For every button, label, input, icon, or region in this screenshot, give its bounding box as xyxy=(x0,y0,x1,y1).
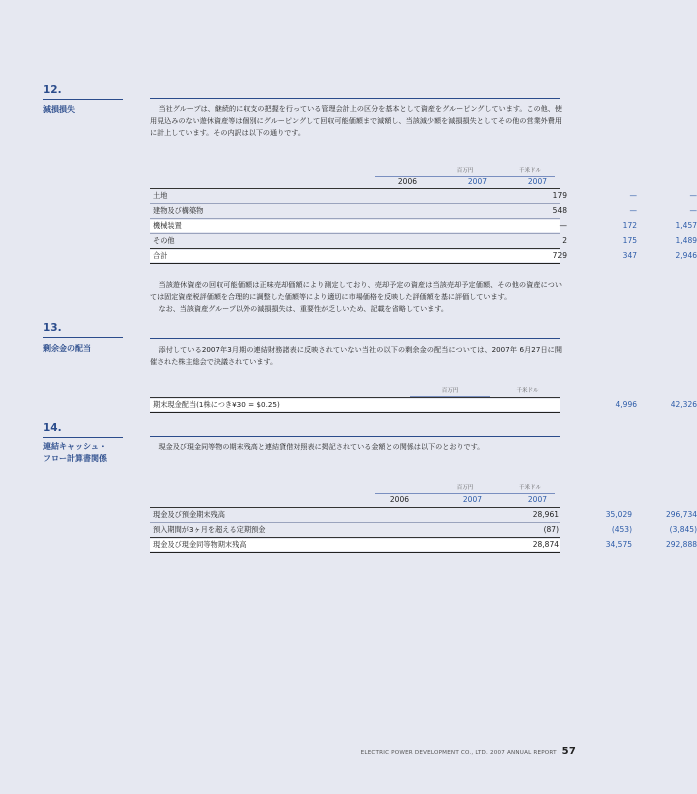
row-label: その他 xyxy=(153,236,175,245)
row-value-2007: 4,996 xyxy=(615,400,637,409)
section-12-table-bottom-rule xyxy=(150,263,560,264)
section-13-unit-jpy: 百万円 xyxy=(410,386,490,397)
section-12-note-1: 当該遊休資産の回収可能価額は正味売却価額により測定しており、売却予定の資産は当該売却予定価額、その他の資産については固定資産税評価額を合理的に調整した価額等により適切に市場価格を反映した評価額を基に評価しています。 xyxy=(150,280,562,301)
section-13-body: 添付している2007年3月期の連結財務諸表に反映されていない当社の以下の剰余金の配当については、2007年 6月27日に開催された株主総会で決議されています。 xyxy=(150,345,562,366)
row-value-2007: (453) xyxy=(611,525,632,534)
section-14-body: 現金及び現金同等物の期末残高と連結貸借対照表に掲記されている金額との関係は以下のとおりです。 xyxy=(158,442,485,451)
section-14-number: 14. xyxy=(43,422,123,438)
section-13-title: 剰余金の配当 xyxy=(43,344,91,353)
row-value-2006: 28,874 xyxy=(532,540,559,549)
section-13-number: 13. xyxy=(43,322,123,338)
section-14-year-2007-usd: 2007 xyxy=(527,495,547,504)
row-value-2007: 34,575 xyxy=(605,540,632,549)
row-value-usd: 292,888 xyxy=(665,540,697,549)
row-value-2006: 2 xyxy=(562,236,567,245)
row-value-usd: — xyxy=(689,191,697,200)
section-14-table-top-rule xyxy=(150,507,560,508)
row-value-usd: — xyxy=(689,206,697,215)
row-value-2006: (87) xyxy=(543,525,559,534)
row-value-2006: — xyxy=(559,221,567,230)
section-14-year-2006: 2006 xyxy=(389,495,409,504)
row-value-usd: 1,489 xyxy=(675,236,697,245)
section-14-title xyxy=(43,441,133,465)
row-divider xyxy=(150,233,560,234)
row-value-2007: 347 xyxy=(622,251,637,260)
table-row xyxy=(150,235,697,247)
section-13-table-top-rule xyxy=(150,397,560,398)
page-number: 57 xyxy=(561,746,576,757)
row-value-2007: 175 xyxy=(622,236,637,245)
section-12-note xyxy=(150,279,562,315)
table-row xyxy=(150,524,697,536)
row-value-2007: — xyxy=(629,206,637,215)
table-row xyxy=(150,399,697,411)
page-footer xyxy=(361,746,576,757)
table-row-total xyxy=(150,250,697,262)
section-12-number: 12. xyxy=(43,84,123,100)
section-14-title-line-2: フロー計算書関係 xyxy=(43,454,107,463)
row-divider xyxy=(150,248,560,249)
table-row-total xyxy=(150,539,697,551)
section-12-year-2007-usd: 2007 xyxy=(527,177,547,186)
section-12-unit-jpy: 百万円 xyxy=(375,166,555,177)
row-value-usd: 296,734 xyxy=(665,510,697,519)
row-value-2007: — xyxy=(629,191,637,200)
row-divider xyxy=(150,218,560,219)
row-value-2007: 172 xyxy=(622,221,637,230)
section-12-rule xyxy=(150,98,560,99)
table-row xyxy=(150,220,697,232)
section-13-table-bottom-rule xyxy=(150,412,560,413)
row-value-usd: 1,457 xyxy=(675,221,697,230)
table-row xyxy=(150,509,697,521)
row-value-usd: 2,946 xyxy=(675,251,697,260)
row-value-2007: 35,029 xyxy=(605,510,632,519)
row-label: 現金及び現金同等物期末残高 xyxy=(153,540,247,549)
section-12-year-2006: 2006 xyxy=(397,177,417,186)
row-value-2006: 179 xyxy=(552,191,567,200)
table-row xyxy=(150,205,697,217)
row-value-2006: 729 xyxy=(552,251,567,260)
footer-report: 2007 ANNUAL REPORT xyxy=(489,750,557,756)
section-12-note-2: なお、当該資産グループ以外の減損損失は、重要性が乏しいため、記載を省略しています。 xyxy=(158,304,448,313)
section-12-unit-usd: 千米ドル xyxy=(518,168,541,174)
row-label: 建物及び構築物 xyxy=(153,206,204,215)
row-label: 預入期間が3ヶ月を超える定期預金 xyxy=(153,525,266,534)
section-12-title: 減損損失 xyxy=(43,105,75,114)
section-12-year-2007: 2007 xyxy=(467,177,487,186)
section-12-table-top-rule xyxy=(150,188,560,189)
row-value-usd: 42,326 xyxy=(670,400,697,409)
section-14-table-bottom-rule xyxy=(150,552,560,553)
row-divider xyxy=(150,203,560,204)
section-14-unit-usd: 千米ドル xyxy=(518,485,541,491)
section-14-title-line-1: 連結キャッシュ・ xyxy=(43,442,107,451)
row-value-usd: (3,845) xyxy=(669,525,697,534)
section-14-year-2007: 2007 xyxy=(462,495,482,504)
row-label: 合計 xyxy=(153,251,168,260)
row-label: 機械装置 xyxy=(153,221,182,230)
section-14-unit-jpy: 百万円 xyxy=(375,483,555,494)
row-divider xyxy=(150,522,560,523)
row-label: 土地 xyxy=(153,191,168,200)
row-label: 期末現金配当(1株につき¥30 = $0.25) xyxy=(153,400,280,409)
table-row xyxy=(150,190,697,202)
row-value-2006: 548 xyxy=(552,206,567,215)
footer-company: ELECTRIC POWER DEVELOPMENT CO., LTD. xyxy=(360,750,488,756)
section-13-rule xyxy=(150,338,560,339)
row-value-2006: 28,961 xyxy=(532,510,559,519)
section-12-body: 当社グループは、継続的に収支の把握を行っている管理会計上の区分を基本として資産をグルーピングしています。この他、使用見込みのない遊休資産等は個別にグルーピングして回収可能価額まで減額し、当該減少額を減損損失としてその他の営業外費用に計上しています。その内訳は以下の通りです。 xyxy=(150,104,562,137)
row-label: 現金及び預金期末残高 xyxy=(153,510,225,519)
section-13-unit-usd: 千米ドル xyxy=(516,388,539,394)
section-14-rule xyxy=(150,436,560,437)
row-divider xyxy=(150,537,560,538)
